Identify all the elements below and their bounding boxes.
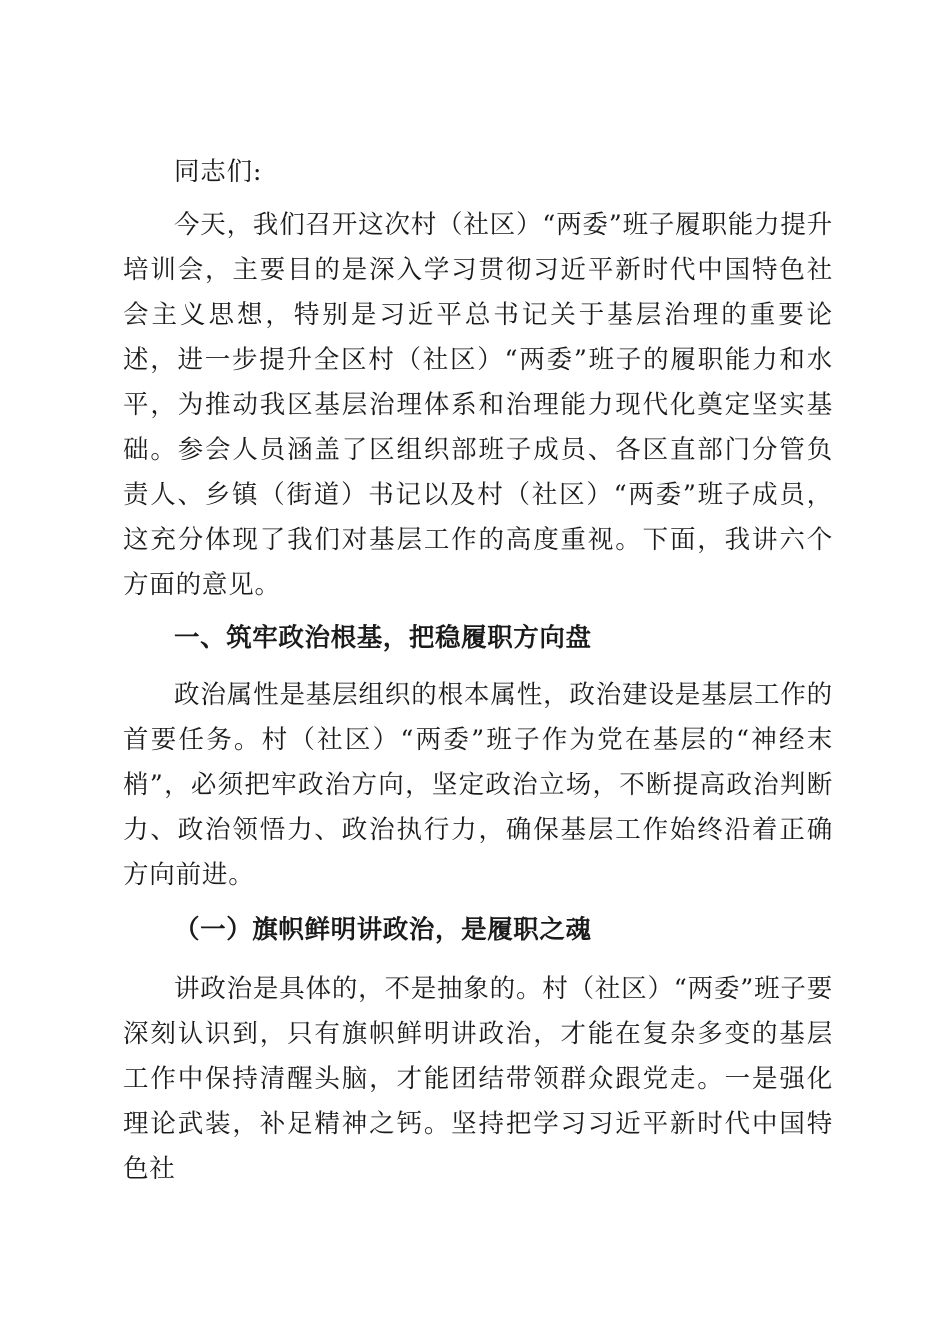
document-page: [123, 150, 833, 1200]
section-heading-1: 一、筑牢政治根基，把稳履职方向盘: [174, 623, 592, 653]
salutation: 同志们:: [174, 157, 263, 187]
subsection-heading-1: （一）旗帜鲜明讲政治，是履职之魂: [174, 915, 592, 945]
subsection-1-paragraph: 讲政治是具体的，不是抽象的。村（社区）“两委”班子要深刻认识到，只有旗帜鲜明讲政治，才能在复杂多变的基层工作中保持清醒头脑，才能团结带领群众跟党走。一是强化理论武装，补足精神之钙。坚持把学习习近平新时代中国特色社: [123, 974, 833, 1184]
intro-paragraph: 今天，我们召开这次村（社区）“两委”班子履职能力提升培训会，主要目的是深入学习贯彻习近平新时代中国特色社会主义思想，特别是习近平总书记关于基层治理的重要论述，进一步提升全区村（社区）“两委”班子的履职能力和水平，为推动我区基层治理体系和治理能力现代化奠定坚实基础。参会人员涵盖了区组织部班子成员、各区直部门分管负责人、乡镇（街道）书记以及村（社区）“两委”班子成员，这充分体现了我们对基层工作的高度重视。下面，我讲六个方面的意见。: [123, 210, 833, 600]
section-1-paragraph: 政治属性是基层组织的根本属性，政治建设是基层工作的首要任务。村（社区）“两委”班子作为党在基层的“神经末梢”，必须把牢政治方向，坚定政治立场，不断提高政治判断力、政治领悟力、政治执行力，确保基层工作始终沿着正确方向前进。: [123, 680, 833, 890]
